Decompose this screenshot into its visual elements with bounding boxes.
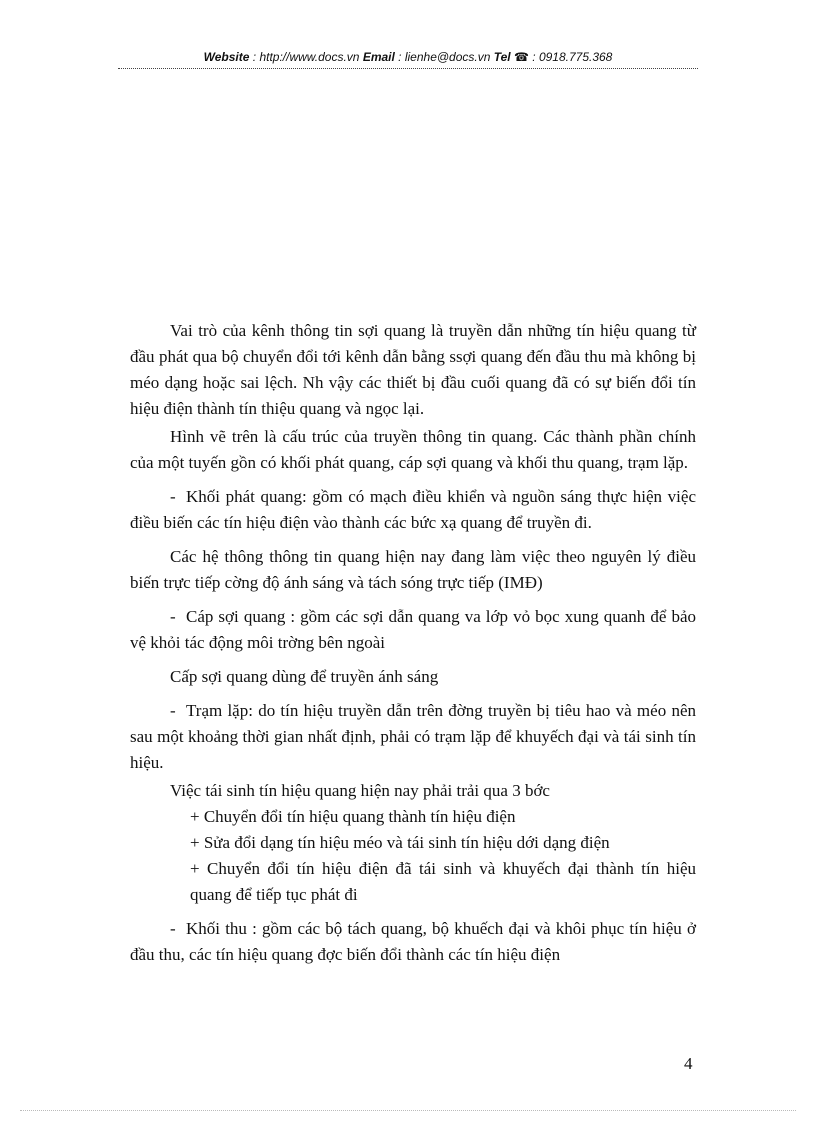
page-header [118,50,698,64]
body-text [130,318,696,968]
paragraph-5-text: Cáp sợi quang : gồm các sợi dẫn quang va lớp vỏ bọc xung quanh để bảo vệ khỏi tác động môi trờng bên ngoài [130,607,696,652]
bullet-marker: - [170,607,176,626]
step-1: + Chuyển đổi tín hiệu quang thành tín hiệu điện [190,807,516,826]
footer-divider [20,1110,796,1111]
step-3: + Chuyển đổi tín hiệu điện đã tái sinh và khuyếch đại thành tín hiệu quang để tiếp tục phát đi [190,859,696,904]
paragraph-7 [130,698,696,776]
tel-value: ☎ : 0918.775.368 [510,50,613,64]
paragraph-8: Việc tái sinh tín hiệu quang hiện nay phải trải qua 3 bớc [170,781,550,800]
paragraph-5 [130,604,696,656]
bullet-marker: - [170,487,176,506]
paragraph-3-text: Khối phát quang: gồm có mạch điều khiển và nguồn sáng thực hiện việc điều biến các tín hiệu điện vào thành các bức xạ quang để truyền đi. [130,487,696,532]
bullet-marker: - [170,919,176,938]
website-label: Website [203,50,250,64]
paragraph-2: Hình vẽ trên là cấu trúc của truyền thông tin quang. Các thành phần chính của một tuyến gồn có khối phát quang, cáp sợi quang và khối thu quang, trạm lặp. [130,427,696,472]
paragraph-9 [130,916,696,968]
paragraph-9-text: Khối thu : gồm các bộ tách quang, bộ khuếch đại và khôi phục tín hiệu ở đầu thu, các tín hiệu quang đợc biến đổi thành các tín hiệu điện [130,919,696,964]
email-label: Email [362,50,395,64]
paragraph-7-text: Trạm lặp: do tín hiệu truyền dẫn trên đờng truyền bị tiêu hao và méo nên sau một khoảng thời gian nhất định, phải có trạm lặp để khuyếch đại và tái sinh tín hiệu. [130,701,696,772]
website-value: : http://www.docs.vn [249,50,363,64]
paragraph-4: Các hệ thông thông tin quang hiện nay đang làm việc theo nguyên lý điều biến trực tiếp cờng độ ánh sáng và tách sóng trực tiếp (IMĐ) [130,547,696,592]
paragraph-1: Vai trò của kênh thông tin sợi quang là truyền dẫn những tín hiệu quang từ đầu phát qua bộ chuyển đổi tới kênh dẫn bằng ssợi quang đến đầu thu mà không bị méo dạng hoặc sai lệch. Nh vậy các thiết bị đầu cuối quang đã có sự biến đổi tín hiệu điện thành tín thiệu quang và ngọc lại. [130,321,696,418]
paragraph-6: Cấp sợi quang dùng để truyền ánh sáng [170,667,439,686]
tel-label: Tel [493,50,511,64]
header-divider [118,68,698,69]
paragraph-3 [130,484,696,536]
page-number: 4 [684,1054,693,1073]
email-value: : lienhe@docs.vn [394,50,494,64]
bullet-marker: - [170,701,176,720]
step-2: + Sửa đổi dạng tín hiệu méo và tái sinh tín hiệu dới dạng điện [190,833,610,852]
